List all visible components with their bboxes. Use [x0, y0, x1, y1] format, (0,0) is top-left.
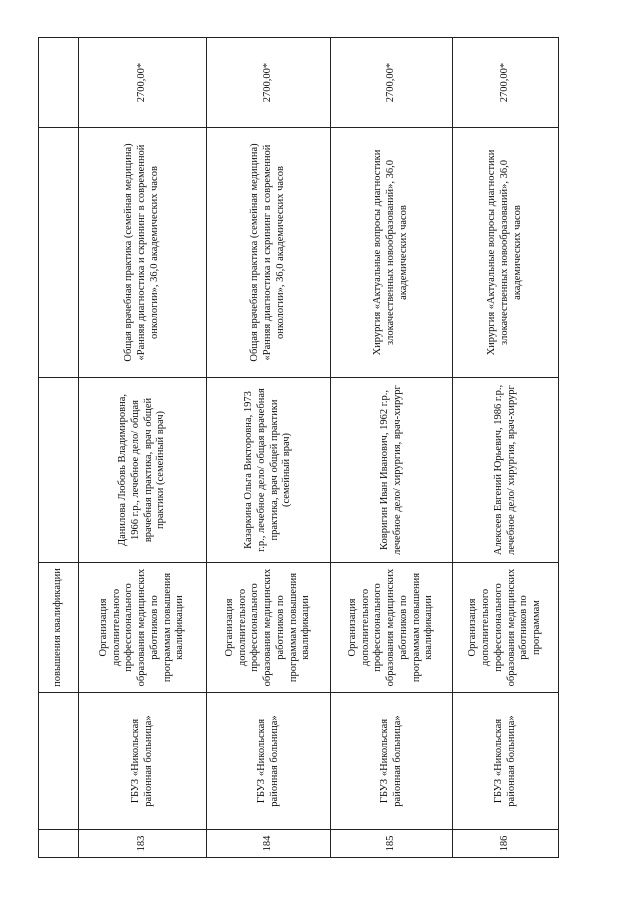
org-cell [39, 693, 79, 830]
person-cell: Алексеев Евгений Юрьевич, 1986 г.р., лечебное дело/ хирургия, врач-хирург [453, 378, 559, 563]
course-cell: Общая врачебная практика (семейная медицина) «Ранняя диагностика и скрининг в современной онкологии», 36,0 академических часов [207, 128, 331, 378]
type-continuation-text: повышения квалификации [52, 568, 64, 687]
course-cell [39, 128, 79, 378]
course-cell: Общая врачебная практика (семейная медицина) «Ранняя диагностика и скрининг в современной онкологии», 36,0 академических часов [79, 128, 207, 378]
person-cell: Ковригин Иван Иванович, 1962 г.р., лечебное дело/ хирургия, врач-хирург [331, 378, 453, 563]
num-cell: 184 [207, 830, 331, 858]
type-cell: Организация дополнительного профессионального образования медицинских работников по программам повышения квалификации [79, 563, 207, 693]
price-cell: 2700,00* [331, 38, 453, 128]
price-cell: 2700,00* [453, 38, 559, 128]
num-cell: 186 [453, 830, 559, 858]
table-row [79, 38, 207, 858]
num-cell: 185 [331, 830, 453, 858]
table-row [453, 38, 559, 858]
num-cell: 183 [79, 830, 207, 858]
org-cell: ГБУЗ «Никольская районная больница» [79, 693, 207, 830]
type-cell: Организация дополнительного профессионального образования медицинских работников по программам повышения квалификации [207, 563, 331, 693]
org-cell: ГБУЗ «Никольская районная больница» [207, 693, 331, 830]
course-cell: Хирургия «Актуальные вопросы диагностики злокачественных новообразований», 36,0 академических часов [453, 128, 559, 378]
org-cell: ГБУЗ «Никольская районная больница» [331, 693, 453, 830]
price-cell: 2700,00* [207, 38, 331, 128]
price-cell: 2700,00* [79, 38, 207, 128]
person-cell: Данилова Любовь Владимировна, 1966 г.р., лечебное дело/ общая врачебная практика, врач общей практики (семейный врач) [79, 378, 207, 563]
org-cell: ГБУЗ «Никольская районная больница» [453, 693, 559, 830]
person-cell: Казаркина Ольга Викторовна, 1973 г.р., лечебное дело/ общая врачебная практика, врач общей практики (семейный врач) [207, 378, 331, 563]
table-row [207, 38, 331, 858]
courses-table [38, 37, 559, 858]
person-cell [39, 378, 79, 563]
type-cell [39, 563, 79, 693]
num-cell [39, 830, 79, 858]
type-cell: Организация дополнительного профессионального образования медицинских работников по программам [453, 563, 559, 693]
type-cell: Организация дополнительного профессионального образования медицинских работников по программам повышения квалификации [331, 563, 453, 693]
price-cell [39, 38, 79, 128]
table-row [39, 38, 79, 858]
course-cell: Хирургия «Актуальные вопросы диагностики злокачественных новообразований», 36,0 академических часов [331, 128, 453, 378]
table-row [331, 38, 453, 858]
rotated-table-page [38, 38, 553, 858]
